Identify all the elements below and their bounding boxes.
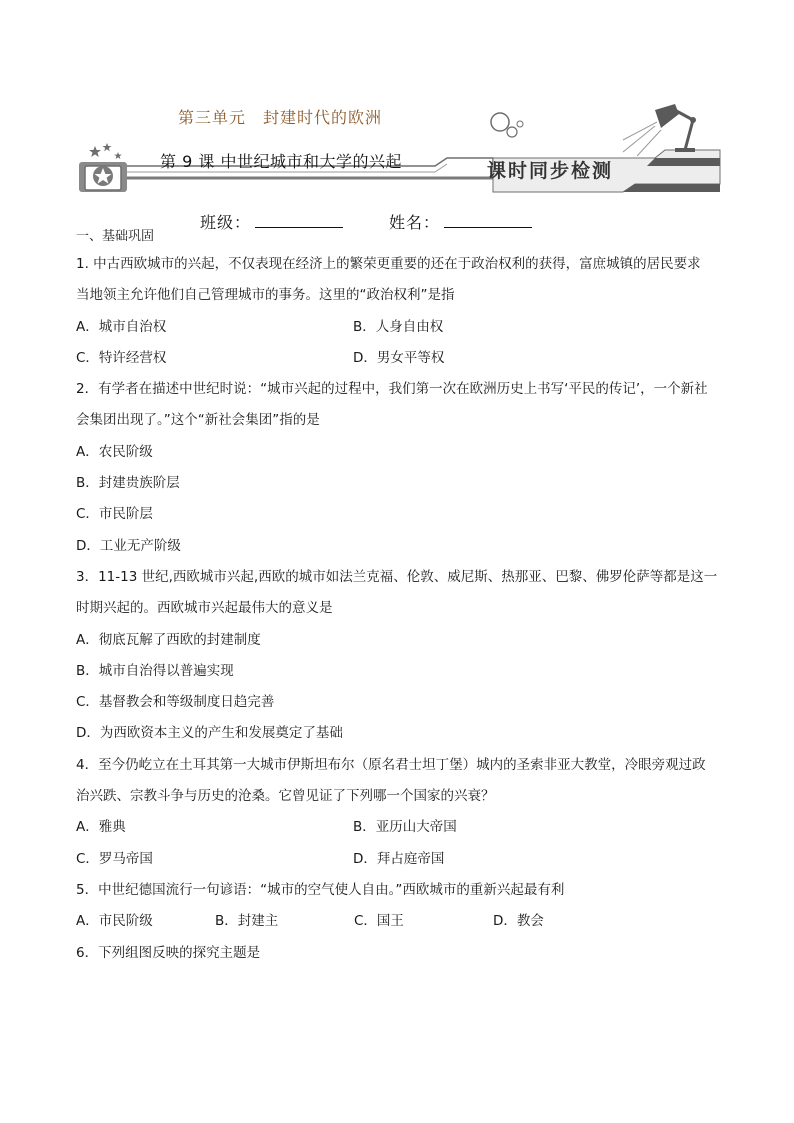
question-stem-line: 会集团出现了。”这个“新社会集团”指的是 (76, 412, 320, 429)
option-c[interactable]: C．市民阶层 (76, 506, 153, 523)
name-label: 姓名： (389, 213, 441, 232)
question-1 (76, 249, 726, 374)
star-badge-icon (79, 143, 127, 192)
option-c[interactable]: C．国王 (354, 913, 404, 930)
option-b[interactable]: B．城市自治得以普遍实现 (76, 662, 234, 679)
option-c[interactable]: C．特许经营权 (76, 349, 167, 366)
option-d[interactable]: D．工业无产阶级 (76, 537, 181, 554)
option-a[interactable]: A．彻底瓦解了西欧的封建制度 (76, 631, 261, 648)
option-row (76, 844, 726, 875)
option-d[interactable]: D．为西欧资本主义的产生和发展奠定了基础 (76, 725, 343, 742)
option-row (76, 906, 726, 937)
option-a[interactable]: A．雅典 (76, 819, 126, 836)
section-title: 一、基础巩固 (76, 229, 155, 244)
sync-check-title: 课时同步检测 (487, 160, 614, 182)
option-row (76, 312, 726, 343)
lesson-title: 第 9 课 中世纪城市和大学的兴起 (160, 152, 402, 171)
option-row (76, 343, 726, 374)
question-stem-line: 当地领主允许他们自己管理城市的事务。这里的“政治权利”是指 (76, 287, 455, 304)
unit-title: 第三单元 封建时代的欧洲 (178, 108, 383, 127)
option-c[interactable]: C．罗马帝国 (76, 850, 153, 867)
question-4 (76, 750, 726, 875)
option-b[interactable]: B．亚历山大帝国 (353, 819, 457, 836)
banner-graphic (75, 96, 725, 196)
desk-lamp-icon (623, 104, 696, 156)
option-a[interactable]: A．市民阶级 (76, 913, 153, 930)
question-stem-line: 治兴跌、宗教斗争与历史的沧桑。它曾见证了下列哪一个国家的兴衰？ (76, 788, 495, 805)
question-2 (76, 374, 726, 562)
question-5 (76, 875, 726, 938)
question-stem-line: 5．中世纪德国流行一句谚语：“城市的空气使人自由。”西欧城市的重新兴起最有利 (76, 881, 565, 898)
question-content (76, 225, 726, 969)
bubble-circles-icon (491, 113, 523, 137)
question-stem-line: 4．至今仍屹立在土耳其第一大城市伊斯坦布尔（原名君士坦丁堡）城内的圣索非亚大教堂，冷眼旁观过政 (76, 756, 706, 773)
lesson-header-banner (75, 96, 725, 196)
option-b[interactable]: B．人身自由权 (353, 318, 444, 335)
question-stem-line: 时期兴起的。西欧城市兴起最伟大的意义是 (76, 600, 333, 617)
option-d[interactable]: D．男女平等权 (353, 349, 445, 366)
option-b[interactable]: B．封建贵族阶层 (76, 475, 180, 492)
option-b[interactable]: B．封建主 (215, 913, 279, 930)
option-a[interactable]: A．城市自治权 (76, 318, 167, 335)
question-stem-line: 2．有学者在描述中世纪时说：“城市兴起的过程中，我们第一次在欧洲历史上书写‘平民的传记’，一个新社 (76, 381, 708, 398)
option-row (76, 812, 726, 843)
question-3 (76, 562, 726, 750)
question-6 (76, 938, 726, 969)
question-stem-line: 3．11-13 世纪,西欧城市兴起,西欧的城市如法兰克福、伦敦、威尼斯、热那亚、巴黎、佛罗伦萨等都是这一 (76, 568, 718, 585)
class-label: 班级： (200, 213, 252, 232)
option-c[interactable]: C．基督教会和等级制度日趋完善 (76, 694, 275, 711)
question-stem-line: 6．下列组图反映的探究主题是 (76, 944, 261, 961)
option-d[interactable]: D．拜占庭帝国 (353, 850, 445, 867)
option-a[interactable]: A．农民阶级 (76, 443, 153, 460)
option-d[interactable]: D．教会 (493, 913, 544, 930)
question-stem-line: 1. 中古西欧城市的兴起，不仅表现在经济上的繁荣更重要的还在于政治权利的获得，富庶城镇的居民要求 (76, 256, 701, 272)
